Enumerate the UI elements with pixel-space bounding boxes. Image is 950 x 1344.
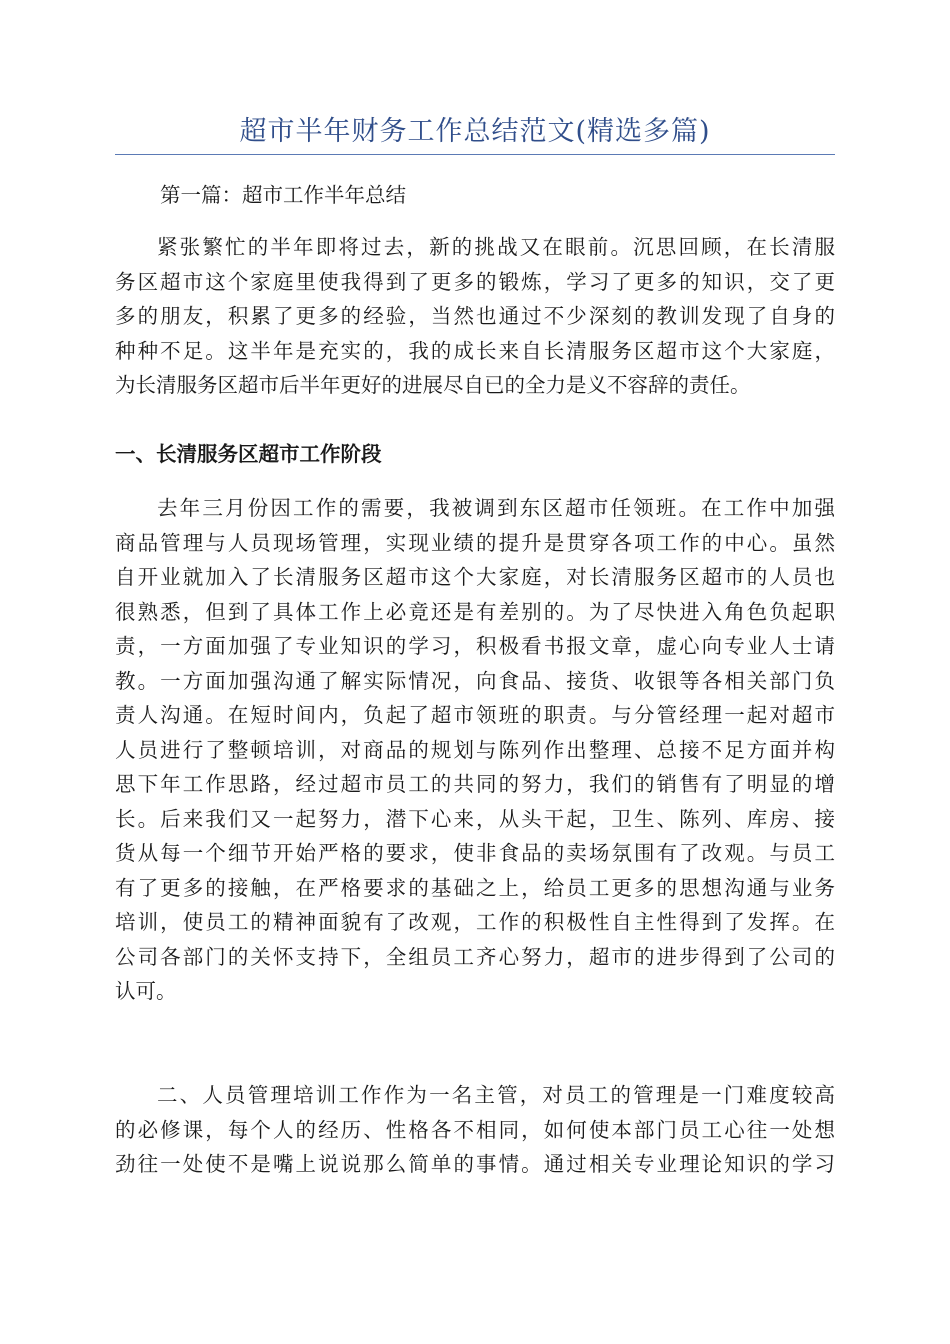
paragraph-line: 种种不足。这半年是充实的，我的成长来自长清服务区超市这个大家庭， (115, 338, 835, 363)
paragraph-line: 务区超市这个家庭里使我得到了更多的锻炼，学习了更多的知识，交了更 (115, 269, 835, 294)
paragraph-line: 认可。 (115, 979, 177, 1003)
paragraph-1 (115, 230, 835, 403)
paragraph-line: 教。一方面加强沟通了解实际情况，向食品、接货、收银等各相关部门负 (115, 668, 835, 693)
paragraph-line: 责人沟通。在短时间内，负起了超市领班的职责。与分管经理一起对超市 (115, 703, 835, 727)
paragraph-line: 多的朋友，积累了更多的经验，当然也通过不少深刻的教训发现了自身的 (115, 304, 835, 328)
section-heading: 一、长清服务区超市工作阶段 (115, 442, 382, 466)
paragraph-line: 人员进行了整顿培训，对商品的规划与陈列作出整理、总接不足方面并构 (115, 737, 835, 762)
title-underline (115, 154, 835, 155)
paragraph-line: 去年三月份因工作的需要，我被调到东区超市任领班。在工作中加强 (157, 496, 835, 520)
subheading: 第一篇：超市工作半年总结 (160, 183, 406, 207)
document-title: 超市半年财务工作总结范文(精选多篇) (239, 116, 711, 147)
paragraph-line: 很熟悉，但到了具体工作上必竟还是有差别的。为了尽快进入角色负起职 (115, 599, 835, 624)
paragraph-line: 紧张繁忙的半年即将过去，新的挑战又在眼前。沉思回顾，在长清服 (157, 235, 835, 259)
paragraph-line: 培训，使员工的精神面貌有了改观，工作的积极性自主性得到了发挥。在 (115, 910, 835, 934)
paragraph-line: 劲往一处使不是嘴上说说那么简单的事情。通过相关专业理论知识的学习 (115, 1152, 835, 1176)
paragraph-2 (115, 491, 835, 1009)
paragraph-3 (115, 1078, 835, 1182)
paragraph-line: 长。后来我们又一起努力，潜下心来，从头干起，卫生、陈列、库房、接 (115, 806, 835, 831)
paragraph-line: 有了更多的接触，在严格要求的基础之上，给员工更多的思想沟通与业务 (115, 875, 835, 900)
paragraph-line: 责，一方面加强了专业知识的学习，积极看书报文章，虚心向专业人士请 (115, 634, 835, 658)
paragraph-line: 商品管理与人员现场管理，实现业绩的提升是贯穿各项工作的中心。虽然 (115, 530, 835, 555)
paragraph-line: 的必修课，每个人的经历、性格各不相同，如何使本部门员工心往一处想 (115, 1117, 835, 1142)
paragraph-line: 货从每一个细节开始严格的要求，使非食品的卖场氛围有了改观。与员工 (115, 841, 835, 865)
paragraph-line: 二、人员管理培训工作作为一名主管，对员工的管理是一门难度较高 (157, 1083, 835, 1107)
paragraph-line: 为长清服务区超市后半年更好的进展尽自已的全力是义不容辞的责任。 (115, 373, 751, 397)
paragraph-line: 自开业就加入了长清服务区超市这个大家庭，对长清服务区超市的人员也 (115, 565, 835, 589)
paragraph-line: 公司各部门的关怀支持下，全组员工齐心努力，超市的进步得到了公司的 (115, 944, 835, 969)
paragraph-line: 思下年工作思路，经过超市员工的共同的努力，我们的销售有了明显的增 (115, 772, 835, 796)
